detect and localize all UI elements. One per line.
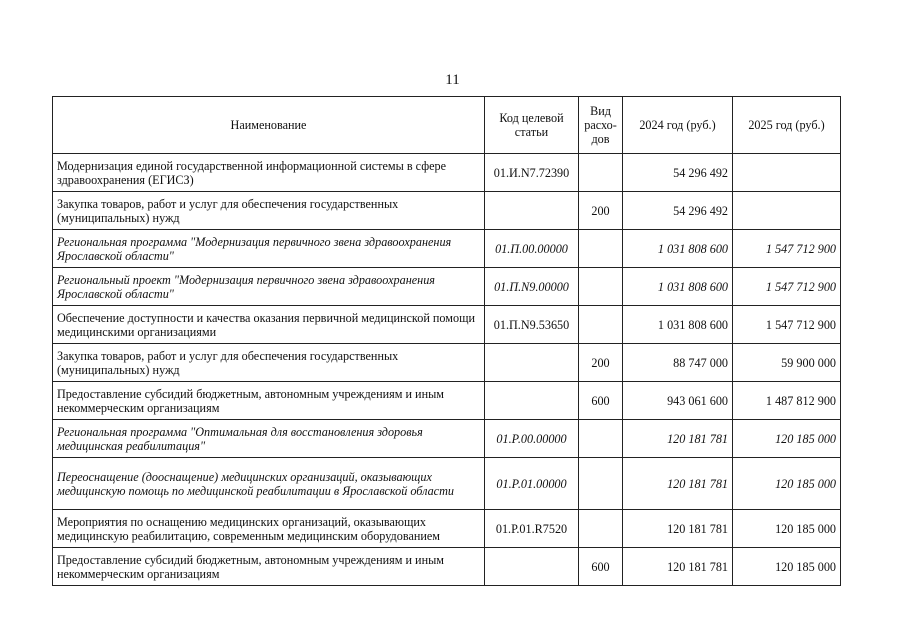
cell-name: Региональная программа "Оптимальная для восстановления здоровья медицинская реабилитация" xyxy=(53,420,485,458)
table-row xyxy=(53,420,841,458)
cell-code: 01.П.00.00000 xyxy=(485,230,579,268)
cell-2024: 1 031 808 600 xyxy=(623,268,733,306)
cell-kind: 600 xyxy=(579,548,623,586)
cell-code xyxy=(485,382,579,420)
cell-name: Закупка товаров, работ и услуг для обеспечения государственных (муниципальных) нужд xyxy=(53,344,485,382)
table-row xyxy=(53,382,841,420)
cell-2024: 54 296 492 xyxy=(623,154,733,192)
cell-2025: 1 547 712 900 xyxy=(733,306,841,344)
header-kind: Вид расхо-дов xyxy=(579,97,623,154)
cell-code: 01.Р.01.00000 xyxy=(485,458,579,510)
cell-name: Обеспечение доступности и качества оказания первичной медицинской помощи медицинскими организациями xyxy=(53,306,485,344)
cell-2024: 120 181 781 xyxy=(623,510,733,548)
cell-2025: 59 900 000 xyxy=(733,344,841,382)
cell-2024: 54 296 492 xyxy=(623,192,733,230)
cell-2025: 120 185 000 xyxy=(733,458,841,510)
table-row xyxy=(53,230,841,268)
header-name: Наименование xyxy=(53,97,485,154)
cell-name: Региональный проект "Модернизация первичного звена здравоохранения Ярославской области" xyxy=(53,268,485,306)
cell-2025 xyxy=(733,154,841,192)
cell-code xyxy=(485,192,579,230)
budget-table xyxy=(52,96,841,586)
cell-2025 xyxy=(733,192,841,230)
table-row xyxy=(53,510,841,548)
table-row xyxy=(53,458,841,510)
cell-name: Мероприятия по оснащению медицинских организаций, оказывающих медицинскую реабилитацию, современным медицинским оборудованием xyxy=(53,510,485,548)
table-body xyxy=(53,154,841,586)
table-row xyxy=(53,344,841,382)
table-row xyxy=(53,548,841,586)
cell-code: 01.Р.01.R7520 xyxy=(485,510,579,548)
table-row xyxy=(53,306,841,344)
header-2025: 2025 год (руб.) xyxy=(733,97,841,154)
table-row xyxy=(53,192,841,230)
header-code: Код целевой статьи xyxy=(485,97,579,154)
cell-2024: 120 181 781 xyxy=(623,548,733,586)
cell-2025: 120 185 000 xyxy=(733,548,841,586)
table-header-row xyxy=(53,97,841,154)
cell-2025: 1 547 712 900 xyxy=(733,268,841,306)
cell-code: 01.П.N9.00000 xyxy=(485,268,579,306)
cell-name: Модернизация единой государственной информационной системы в сфере здравоохранения (ЕГИСЗ) xyxy=(53,154,485,192)
cell-2024: 943 061 600 xyxy=(623,382,733,420)
cell-name: Предоставление субсидий бюджетным, автономным учреждениям и иным некоммерческим организациям xyxy=(53,382,485,420)
cell-2024: 120 181 781 xyxy=(623,420,733,458)
cell-name: Переоснащение (дооснащение) медицинских организаций, оказывающих медицинскую помощь по медицинской реабилитации в Ярославской области xyxy=(53,458,485,510)
cell-code: 01.И.N7.72390 xyxy=(485,154,579,192)
cell-kind xyxy=(579,154,623,192)
cell-kind xyxy=(579,306,623,344)
cell-name: Региональная программа "Модернизация первичного звена здравоохранения Ярославской области" xyxy=(53,230,485,268)
cell-kind: 200 xyxy=(579,344,623,382)
cell-name: Предоставление субсидий бюджетным, автономным учреждениям и иным некоммерческим организациям xyxy=(53,548,485,586)
cell-kind xyxy=(579,268,623,306)
cell-kind xyxy=(579,458,623,510)
cell-code xyxy=(485,548,579,586)
cell-2024: 1 031 808 600 xyxy=(623,230,733,268)
header-2024: 2024 год (руб.) xyxy=(623,97,733,154)
cell-code: 01.П.N9.53650 xyxy=(485,306,579,344)
table-row xyxy=(53,154,841,192)
cell-kind xyxy=(579,510,623,548)
cell-kind xyxy=(579,230,623,268)
table-row xyxy=(53,268,841,306)
cell-kind xyxy=(579,420,623,458)
page-number: 11 xyxy=(445,72,460,88)
cell-2025: 120 185 000 xyxy=(733,510,841,548)
cell-2025: 1 487 812 900 xyxy=(733,382,841,420)
cell-2025: 120 185 000 xyxy=(733,420,841,458)
cell-code xyxy=(485,344,579,382)
cell-name: Закупка товаров, работ и услуг для обеспечения государственных (муниципальных) нужд xyxy=(53,192,485,230)
cell-code: 01.Р.00.00000 xyxy=(485,420,579,458)
cell-2024: 88 747 000 xyxy=(623,344,733,382)
cell-2025: 1 547 712 900 xyxy=(733,230,841,268)
cell-2024: 1 031 808 600 xyxy=(623,306,733,344)
cell-kind: 600 xyxy=(579,382,623,420)
cell-2024: 120 181 781 xyxy=(623,458,733,510)
cell-kind: 200 xyxy=(579,192,623,230)
